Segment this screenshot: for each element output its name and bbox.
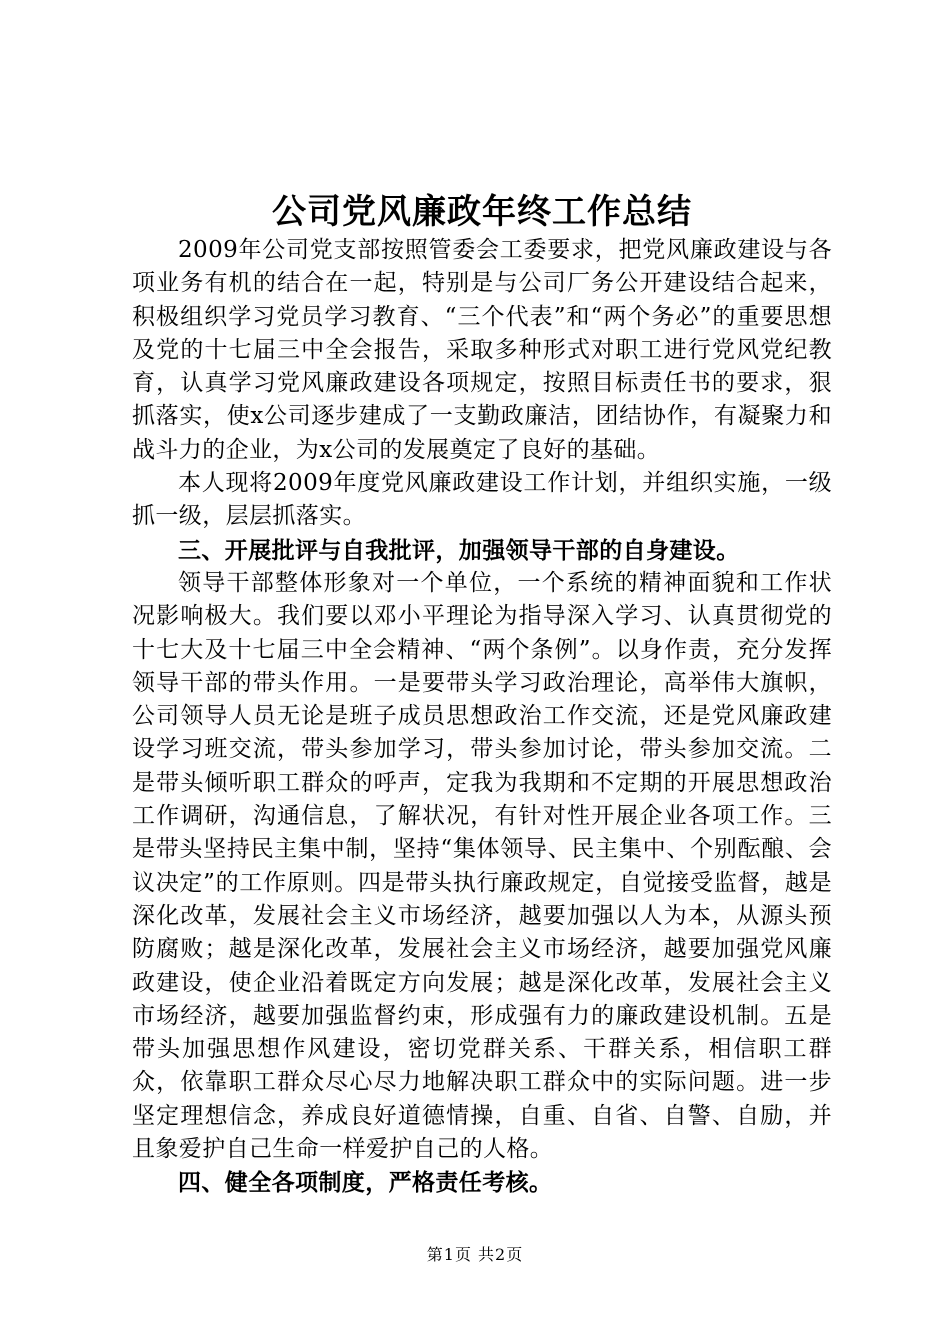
intro-paragraph: 2009年公司党支部按照管委会工委要求，把党风廉政建设与各项业务有机的结合在一起，特别是与公司厂务公开建设结合起来，积极组织学习党员学习教育、“三个代表”和“两个务必”的重要思想及党的十七届三中全会报告，采取多种形式对职工进行党风党纪教育，认真学习党风廉政建设各项规定，按照目标责任书的要求，狠抓落实，使x公司逐步建成了一支勤政廉洁，团结协作，有凝聚力和战斗力的企业，为x公司的发展奠定了良好的基础。 <box>132 237 832 463</box>
document-page <box>132 190 832 1200</box>
document-title: 公司党风廉政年终工作总结 <box>272 192 692 232</box>
plan-paragraph: 本人现将2009年度党风廉政建设工作计划，并组织实施，一级抓一级，层层抓落实。 <box>132 470 832 530</box>
page-footer: 第1页 共2页 <box>426 1245 524 1264</box>
section-3-paragraph: 领导干部整体形象对一个单位，一个系统的精神面貌和工作状况影响极大。我们要以邓小平理论为指导深入学习、认真贯彻党的十七大及十七届三中全会精神、“两个条例”。以身作责，充分发挥领导干部的带头作用。一是要带头学习政治理论，高举伟大旗帜，公司领导人员无论是班子成员思想政治工作交流，还是党风廉政建设学习班交流，带头参加学习，带头参加讨论，带头参加交流。二是带头倾听职工群众的呼声，定我为我期和不定期的开展思想政治工作调研，沟通信息，了解状况，有针对性开展企业各项工作。三是带头坚持民主集中制，坚持“集体领导、民主集中、个别酝酿、会议决定”的工作原则。四是带头执行廉政规定，自觉接受监督，越是深化改革，发展社会主义市场经济，越要加强以人为本，从源头预防腐败；越是深化改革，发展社会主义市场经济，越要加强党风廉政建设，使企业沿着既定方向发展；越是深化改革，发展社会主义市场经济，越要加强监督约束，形成强有力的廉政建设机制。五是带头加强思想作风建设，密切党群关系、干群关系，相信职工群众，依靠职工群众尽心尽力地解决职工群众中的实际问题。进一步坚定理想信念，养成良好道德情操，自重、自省、自警、自励，并且象爱护自己生命一样爱护自己的人格。 <box>132 569 832 1163</box>
section-4-heading: 四、健全各项制度，严格责任考核。 <box>178 1169 553 1197</box>
section-3-heading: 三、开展批评与自我批评，加强领导干部的自身建设。 <box>178 536 740 564</box>
